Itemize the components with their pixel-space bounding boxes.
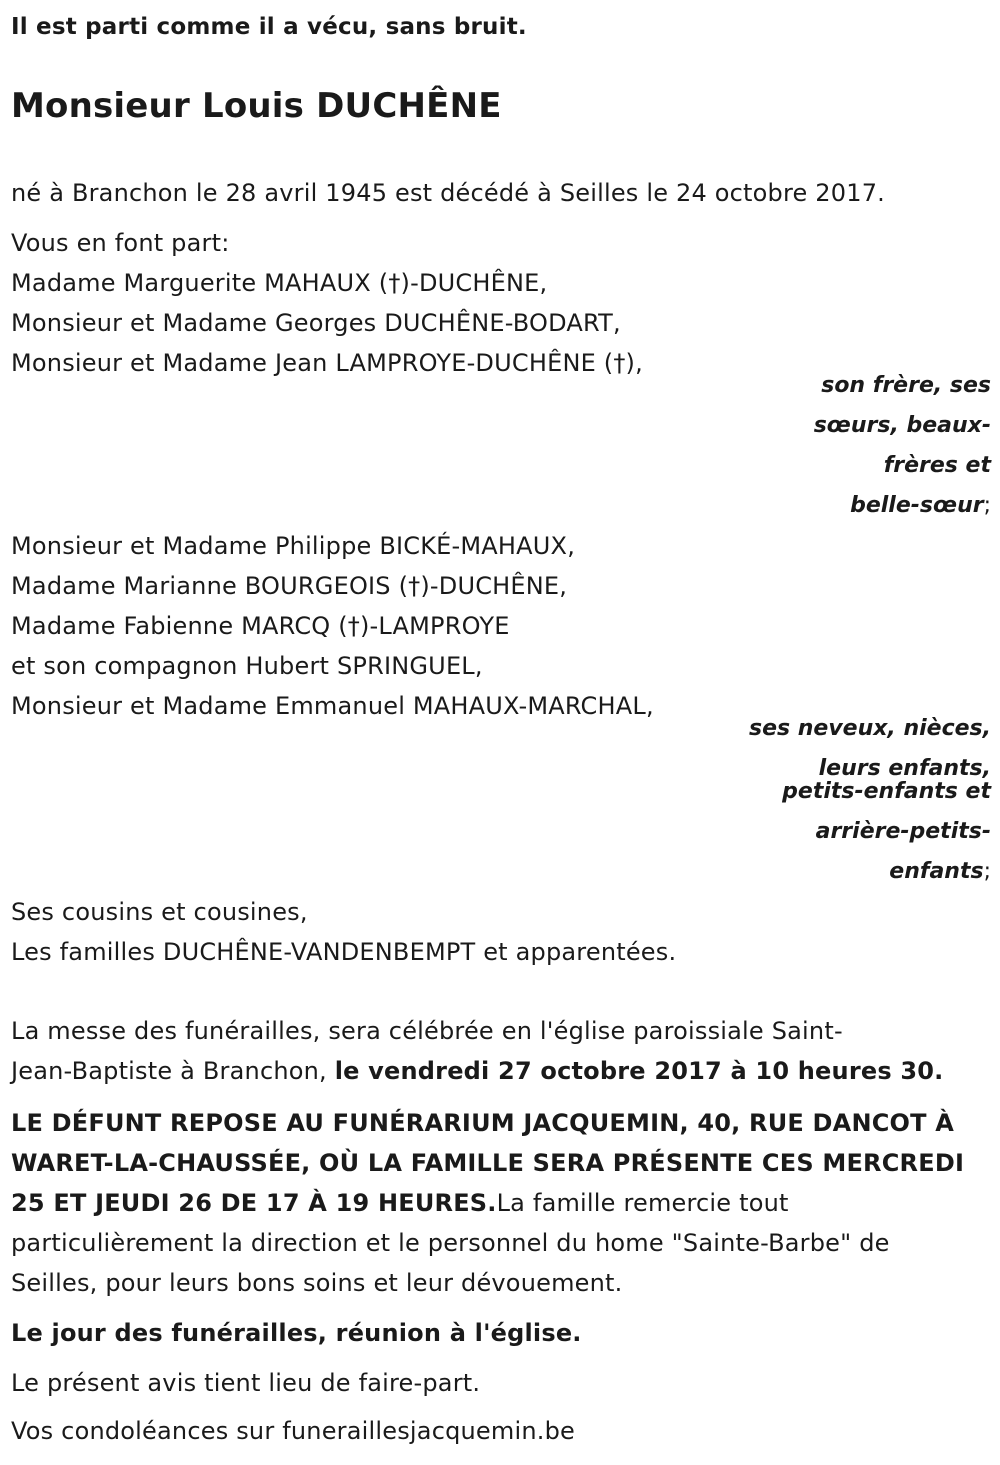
family-member: et son compagnon Hubert SPRINGUEL,	[11, 652, 483, 680]
announcement-intro: Vous en font part:	[11, 229, 230, 257]
birth-death-line: né à Branchon le 28 avril 1945 est décédé à Seilles le 24 octobre 2017.	[11, 179, 886, 207]
thanks-start: La famille remercie tout	[496, 1189, 789, 1217]
relation-label: ses neveux, nièces,	[748, 716, 991, 741]
relation-label: frères et	[883, 453, 991, 478]
relation-label-text: belle-sœur	[850, 493, 984, 518]
family-member: Monsieur et Madame Philippe BICKÉ-MAHAUX,	[11, 532, 576, 560]
notice-note: Le présent avis tient lieu de faire-part.	[11, 1369, 481, 1397]
family-member: Les familles DUCHÊNE-VANDENBEMPT et apparentées.	[11, 938, 677, 966]
thanks-line-2: particulièrement la direction et le personnel du home "Sainte-Barbe" de	[11, 1229, 890, 1257]
mass-location: Jean-Baptiste à Branchon,	[11, 1057, 335, 1085]
family-member: Monsieur et Madame Jean LAMPROYE-DUCHÊNE (†),	[11, 349, 643, 377]
epitaph: Il est parti comme il a vécu, sans bruit.	[11, 14, 527, 40]
relation-label-last	[850, 492, 991, 520]
funerarium-line-2: WARET-LA-CHAUSSÉE, OÙ LA FAMILLE SERA PRÉSENTE CES MERCREDI	[11, 1149, 965, 1177]
relation-label-last	[889, 858, 991, 886]
thanks-line-3: Seilles, pour leurs bons soins et leur dévouement.	[11, 1269, 623, 1297]
deceased-name: Monsieur Louis DUCHÊNE	[11, 86, 502, 126]
mass-line-2	[11, 1056, 944, 1086]
family-member: Monsieur et Madame Georges DUCHÊNE-BODART,	[11, 309, 621, 337]
relation-label: petits-enfants et	[782, 779, 991, 804]
relation-label: sœurs, beaux-	[813, 413, 991, 438]
funerarium-line-3	[11, 1188, 789, 1218]
funerarium-line-1: LE DÉFUNT REPOSE AU FUNÉRARIUM JACQUEMIN, 40, RUE DANCOT À	[11, 1109, 955, 1137]
relation-label: son frère, ses	[821, 373, 991, 398]
mass-line-1: La messe des funérailles, sera célébrée en l'église paroissiale Saint-	[11, 1017, 843, 1045]
relation-label-text: enfants	[889, 859, 984, 884]
family-member: Monsieur et Madame Emmanuel MAHAUX-MARCHAL,	[11, 692, 654, 720]
relation-label: arrière-petits-	[815, 819, 991, 844]
relation-terminator: ;	[983, 493, 991, 518]
family-member: Madame Marguerite MAHAUX (†)-DUCHÊNE,	[11, 269, 548, 297]
visiting-hours: 25 ET JEUDI 26 DE 17 À 19 HEURES.	[11, 1189, 497, 1217]
family-member: Madame Marianne BOURGEOIS (†)-DUCHÊNE,	[11, 572, 568, 600]
family-member: Ses cousins et cousines,	[11, 898, 308, 926]
mass-datetime: le vendredi 27 octobre 2017 à 10 heures 30.	[334, 1057, 944, 1085]
relation-label: leurs enfants,	[818, 756, 991, 781]
condolences-note: Vos condoléances sur funeraillesjacquemin.be	[11, 1417, 575, 1445]
relation-terminator: ;	[983, 859, 991, 884]
gathering-note: Le jour des funérailles, réunion à l'église.	[11, 1319, 582, 1347]
family-member: Madame Fabienne MARCQ (†)-LAMPROYE	[11, 612, 510, 640]
